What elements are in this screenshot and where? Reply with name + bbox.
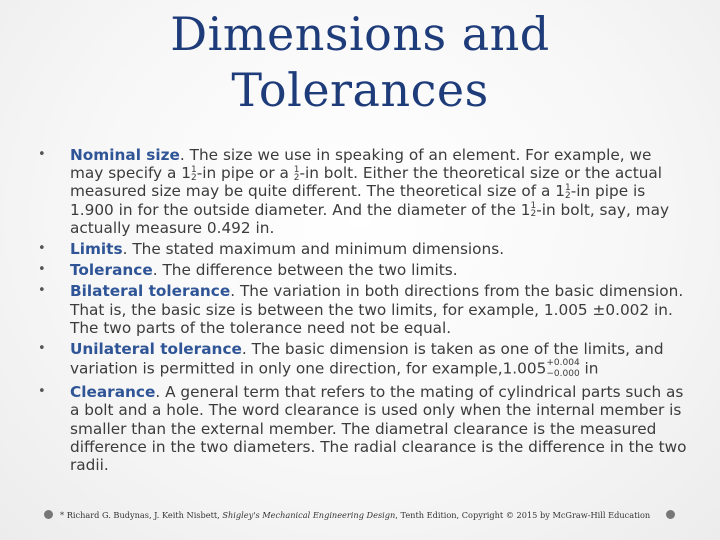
fraction: 1 2 xyxy=(190,164,197,183)
unilateral-unit: in xyxy=(579,359,599,378)
term-nominal-size: Nominal size xyxy=(70,146,180,164)
bullet-nominal-size xyxy=(38,146,688,237)
term-unilateral-tolerance: Unilateral tolerance xyxy=(70,340,242,359)
fraction: 1 2 xyxy=(293,164,300,183)
tolerance-text: . The difference between the two limits. xyxy=(152,261,458,280)
tolerance-limits xyxy=(546,358,579,380)
bullet-bilateral-tolerance xyxy=(38,282,688,337)
clearance-text: . A general term that refers to the mating of cylindrical parts such as a bolt and a hole. The word clearance is used only when the internal member is smaller than the external member. The diametral clearance is the measured difference in the two diameters. The radial clearance is the difference in the two radii. xyxy=(70,383,687,475)
footer-citation: * Richard G. Budynas, J. Keith Nisbett, Shigley's Mechanical Engineering Design, Tenth Edition, Copyright © 2015 by McGraw-Hill Education xyxy=(60,510,651,520)
term-tolerance: Tolerance xyxy=(70,261,153,280)
bilateral-text: . The variation in both directions from the basic dimension. That is, the basic size is between the two limits, for example, 1.005 ±0.002 in. The two parts of the tolerance need not be equal. xyxy=(70,282,684,337)
nominal-text-1: . The size we use in speaking of an element. For example, we may specify a 1 xyxy=(70,146,652,183)
term-limits: Limits xyxy=(70,240,123,259)
bullet-unilateral-tolerance xyxy=(38,340,688,380)
term-clearance: Clearance xyxy=(70,383,156,402)
term-bilateral-tolerance: Bilateral tolerance xyxy=(70,282,231,301)
bullet-icon: • xyxy=(38,147,46,162)
nominal-text-5: -in bolt, say, may actually measure 0.492 in. xyxy=(70,200,670,237)
unilateral-text: . The basic dimension is taken as one of the limits, and variation is permitted in only one direction, for example,1.005 xyxy=(70,340,664,378)
limits-text: . The stated maximum and minimum dimensions. xyxy=(122,240,505,259)
bullet-icon: • xyxy=(38,283,46,299)
title-line-2: Tolerances xyxy=(231,63,489,117)
bullet-clearance xyxy=(38,383,688,474)
bullet-icon: • xyxy=(38,262,46,278)
nominal-text-3: -in bolt. Either the theoretical size or the actual measured size may be quite different. The theoretical size of a 1 xyxy=(70,164,663,201)
fraction: 1 2 xyxy=(530,201,537,220)
bullet-limits xyxy=(38,240,688,258)
fraction: 1 2 xyxy=(564,182,571,201)
bullet-tolerance xyxy=(38,261,688,279)
nominal-text-2: -in pipe or a xyxy=(196,164,294,183)
bullet-icon: • xyxy=(38,384,46,400)
tolerance-lower: −0.000 xyxy=(546,369,580,380)
footer-left-dot-icon xyxy=(44,510,53,519)
nominal-text-4: -in pipe is 1.900 in for the outside diameter. And the diameter of the 1 xyxy=(70,182,646,219)
bullet-icon: • xyxy=(38,241,46,257)
bullet-list xyxy=(38,146,688,474)
footer xyxy=(0,505,720,527)
footer-right-dot-icon xyxy=(666,510,675,519)
slide-title xyxy=(0,6,720,118)
title-line-1: Dimensions and xyxy=(170,7,550,61)
bullet-icon: • xyxy=(38,341,46,357)
tolerance-upper: +0.004 xyxy=(546,358,580,369)
